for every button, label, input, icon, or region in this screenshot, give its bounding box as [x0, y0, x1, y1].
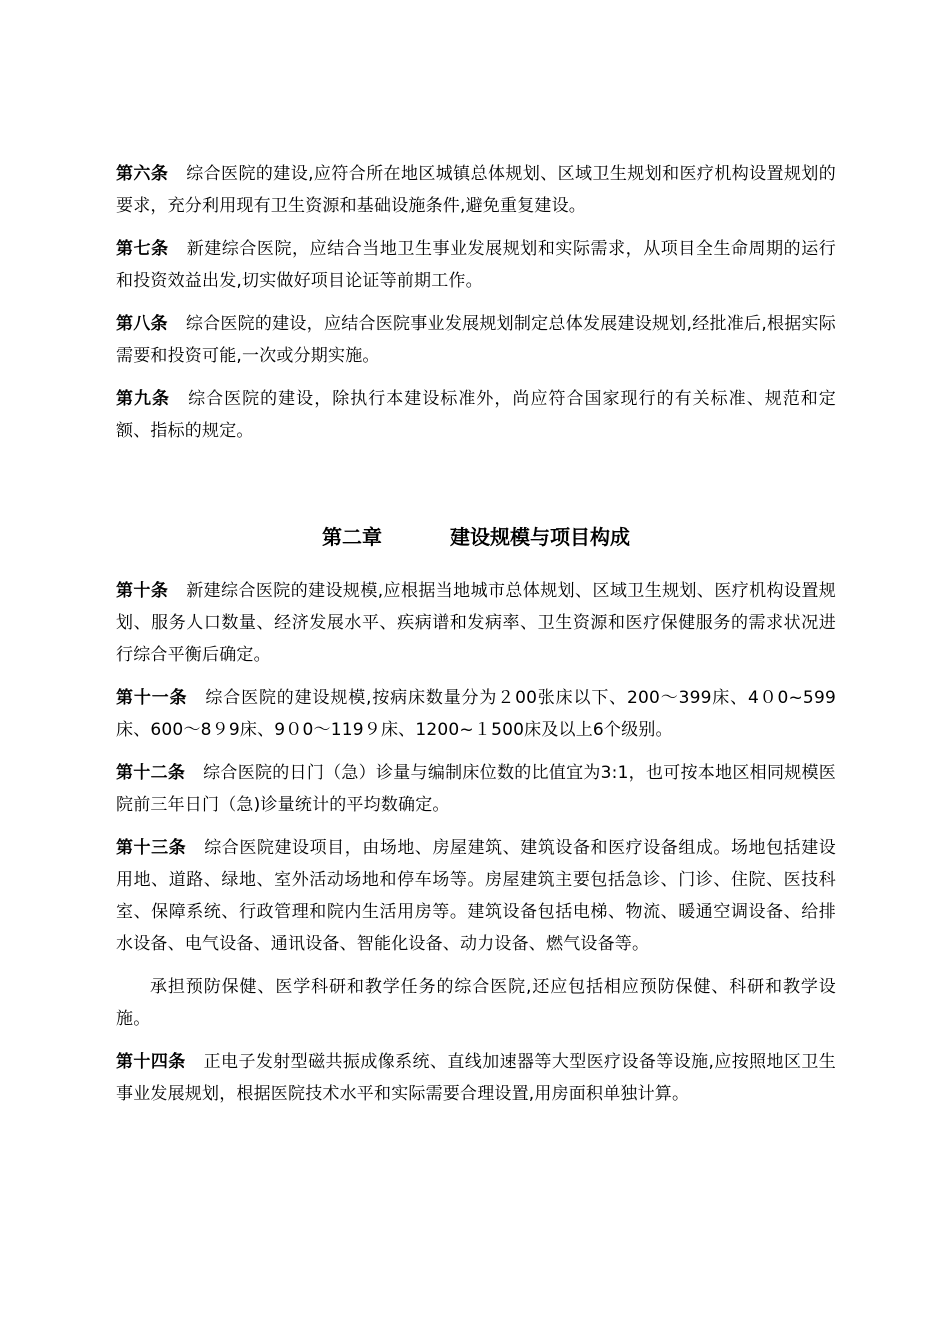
- chapter-heading: [116, 521, 836, 553]
- article-text: 综合医院建设项目，由场地、房屋建筑、建筑设备和医疗设备组成。场地包括建设用地、道路、绿地、室外活动场地和停车场等。房屋建筑主要包括急诊、门诊、住院、医技科室、保障系统、行政管理和院内生活用房等。建筑设备包括电梯、物流、暖通空调设备、给排水设备、电气设备、通讯设备、智能化设备、动力设备、燃气设备等。: [116, 838, 836, 954]
- chapter-title: 建设规模与项目构成: [450, 525, 630, 549]
- article-12: [116, 757, 836, 821]
- article-text: 新建综合医院的建设规模,应根据当地城市总体规划、区域卫生规划、医疗机构设置规划、服务人口数量、经济发展水平、疾病谱和发病率、卫生资源和医疗保健服务的需求状况进行综合平衡后确定。: [116, 581, 836, 665]
- article-14: [116, 1046, 836, 1110]
- article-8: [116, 308, 836, 372]
- article-label: 第八条: [116, 314, 168, 334]
- article-label: 第七条: [116, 239, 169, 259]
- article-text: 综合医院的建设，除执行本建设标准外，尚应符合国家现行的有关标准、规范和定额、指标的规定。: [116, 389, 836, 441]
- plain-paragraph: 承担预防保健、医学科研和教学任务的综合医院,还应包括相应预防保健、科研和教学设施。: [116, 977, 836, 1029]
- article-label: 第六条: [116, 164, 169, 184]
- article-text: 综合医院的建设规模,按病床数量分为２00张床以下、200～399床、4０0~599床、600～8９9床、9０0～119９床、1200~１500床及以上6个级别。: [116, 688, 836, 740]
- article-text: 正电子发射型磁共振成像系统、直线加速器等大型医疗设备等设施,应按照地区卫生事业发展规划，根据医院技术水平和实际需要合理设置,用房面积单独计算。: [116, 1052, 836, 1104]
- article-11: [116, 682, 836, 746]
- article-label: 第十二条: [116, 763, 186, 783]
- article-6: [116, 158, 836, 222]
- article-label: 第十四条: [116, 1052, 186, 1072]
- article-7: [116, 233, 836, 297]
- article-label: 第十三条: [116, 838, 187, 858]
- article-label: 第十一条: [116, 688, 188, 708]
- article-13: [116, 832, 836, 960]
- article-text: 综合医院的建设,应符合所在地区城镇总体规划、区域卫生规划和医疗机构设置规划的要求，充分利用现有卫生资源和基础设施条件,避免重复建设。: [116, 164, 836, 216]
- article-label: 第九条: [116, 389, 171, 409]
- chapter-number: 第二章: [322, 525, 382, 549]
- article-text: 综合医院的日门（急）诊量与编制床位数的比值宜为3:1，也可按本地区相同规模医院前三年日门（急)诊量统计的平均数确定。: [116, 763, 836, 815]
- article-10: [116, 575, 836, 671]
- article-label: 第十条: [116, 581, 169, 601]
- article-text: 新建综合医院，应结合当地卫生事业发展规划和实际需求，从项目全生命周期的运行和投资效益出发,切实做好项目论证等前期工作。: [116, 239, 836, 291]
- article-9: [116, 383, 836, 447]
- document-page: [116, 158, 836, 1121]
- article-text: 综合医院的建设，应结合医院事业发展规划制定总体发展建设规划,经批准后,根据实际需要和投资可能,一次或分期实施。: [116, 314, 836, 366]
